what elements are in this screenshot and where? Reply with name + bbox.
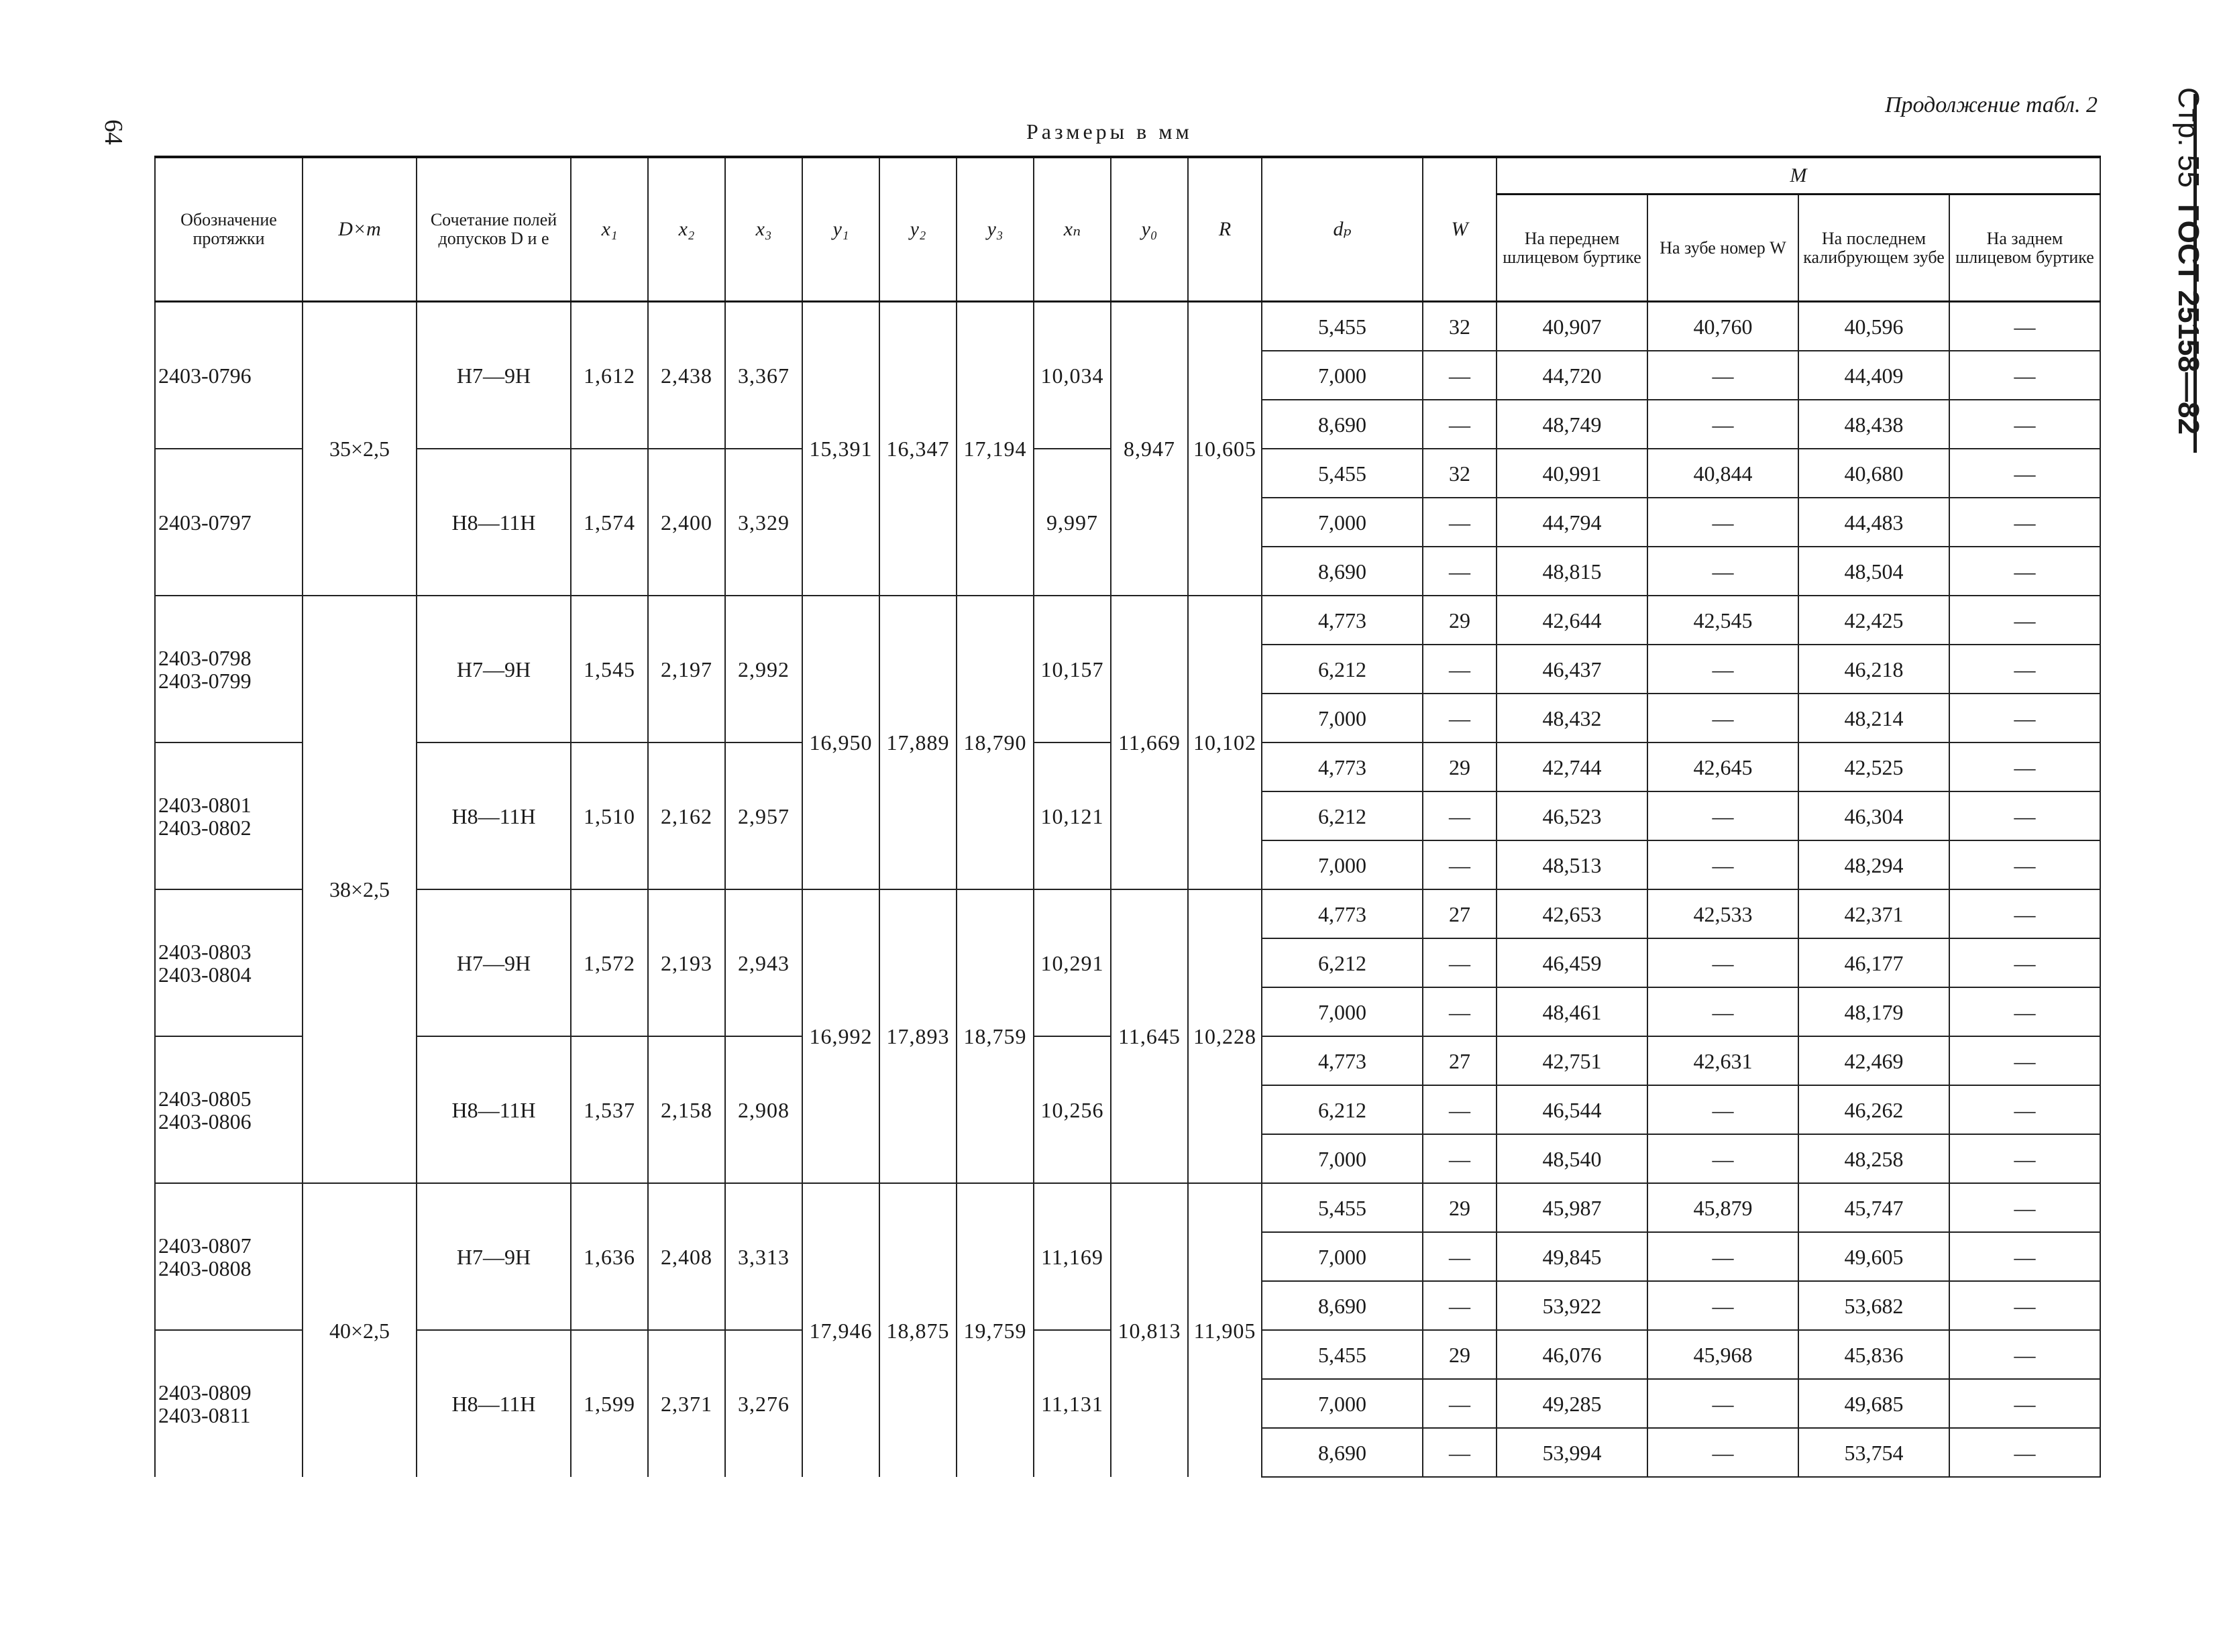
- header-tolerance: Сочетание полей допусков D и e: [417, 157, 571, 302]
- dp-cell: 8,690: [1262, 1428, 1423, 1477]
- y0-cell: 10,813: [1111, 1183, 1188, 1477]
- m-rear-cell: —: [1949, 694, 2100, 742]
- m-last-cell: 40,596: [1798, 302, 1949, 351]
- m-rear-cell: —: [1949, 1281, 2100, 1330]
- m-tooth-cell: —: [1647, 351, 1798, 400]
- w-cell: —: [1423, 840, 1497, 889]
- x3-cell: 3,276: [725, 1330, 802, 1477]
- y2-cell: 17,889: [879, 596, 957, 889]
- m-rear-cell: —: [1949, 791, 2100, 840]
- broach-code: 2403-0796: [158, 363, 252, 388]
- x3-cell: 3,329: [725, 449, 802, 596]
- designation-cell: [155, 889, 303, 1036]
- dxm-cell: 40×2,5: [303, 1183, 417, 1477]
- units-caption: Размеры в мм: [1026, 119, 1193, 144]
- tolerance-cell: H8—11H: [417, 742, 571, 889]
- page-number: 64: [99, 119, 127, 145]
- y0-cell: 11,669: [1111, 596, 1188, 889]
- m-tooth-cell: —: [1647, 1232, 1798, 1281]
- m-last-cell: 48,504: [1798, 547, 1949, 596]
- m-tooth-cell: 42,645: [1647, 742, 1798, 791]
- r-cell: 11,905: [1188, 1183, 1262, 1477]
- m-rear-cell: —: [1949, 938, 2100, 987]
- w-cell: 27: [1423, 889, 1497, 938]
- m-rear-cell: —: [1949, 645, 2100, 694]
- x3-cell: 2,992: [725, 596, 802, 742]
- w-cell: —: [1423, 400, 1497, 449]
- y1-cell: 15,391: [802, 302, 879, 596]
- m-front-cell: 46,437: [1497, 645, 1647, 694]
- y1-cell: 16,950: [802, 596, 879, 889]
- dp-cell: 5,455: [1262, 302, 1423, 351]
- m-front-cell: 48,815: [1497, 547, 1647, 596]
- xn-cell: 10,034: [1034, 302, 1111, 449]
- designation-cell: [155, 596, 303, 742]
- w-cell: —: [1423, 1428, 1497, 1477]
- x1-cell: 1,599: [571, 1330, 648, 1477]
- tolerance-cell: H7—9H: [417, 1183, 571, 1330]
- header-m-last: На последнем калибрующем зубе: [1798, 195, 1949, 302]
- m-tooth-cell: 42,533: [1647, 889, 1798, 938]
- y0-cell: 11,645: [1111, 889, 1188, 1183]
- dp-cell: 8,690: [1262, 547, 1423, 596]
- m-tooth-cell: 40,760: [1647, 302, 1798, 351]
- m-front-cell: 48,513: [1497, 840, 1647, 889]
- header-r: R: [1188, 157, 1262, 302]
- dp-cell: 6,212: [1262, 645, 1423, 694]
- m-last-cell: 48,258: [1798, 1134, 1949, 1183]
- m-rear-cell: —: [1949, 742, 2100, 791]
- m-rear-cell: —: [1949, 1134, 2100, 1183]
- m-tooth-cell: 40,844: [1647, 449, 1798, 498]
- m-last-cell: 48,294: [1798, 840, 1949, 889]
- r-cell: 10,102: [1188, 596, 1262, 889]
- dp-cell: 5,455: [1262, 1183, 1423, 1232]
- dp-cell: 4,773: [1262, 742, 1423, 791]
- tolerance-cell: H7—9H: [417, 302, 571, 449]
- header-y1: y₁: [802, 157, 879, 302]
- x2-cell: 2,193: [648, 889, 725, 1036]
- m-tooth-cell: —: [1647, 938, 1798, 987]
- broach-code: 2403-0809: [158, 1380, 252, 1405]
- w-cell: —: [1423, 791, 1497, 840]
- m-front-cell: 48,461: [1497, 987, 1647, 1036]
- w-cell: —: [1423, 351, 1497, 400]
- m-rear-cell: —: [1949, 1428, 2100, 1477]
- header-x3: x₃: [725, 157, 802, 302]
- m-last-cell: 46,218: [1798, 645, 1949, 694]
- xn-cell: 9,997: [1034, 449, 1111, 596]
- m-last-cell: 53,682: [1798, 1281, 1949, 1330]
- y1-cell: 17,946: [802, 1183, 879, 1477]
- broach-dimensions-table: [154, 156, 2101, 1478]
- side-title-page: Стр. 55: [2172, 87, 2205, 188]
- header-y0: y₀: [1111, 157, 1188, 302]
- w-cell: —: [1423, 987, 1497, 1036]
- x3-cell: 3,313: [725, 1183, 802, 1330]
- designation-cell: [155, 742, 303, 889]
- header-y3: y₃: [957, 157, 1034, 302]
- dp-cell: 4,773: [1262, 596, 1423, 645]
- m-tooth-cell: —: [1647, 547, 1798, 596]
- broach-code: 2403-0808: [158, 1256, 252, 1280]
- m-tooth-cell: 45,879: [1647, 1183, 1798, 1232]
- m-front-cell: 46,459: [1497, 938, 1647, 987]
- x2-cell: 2,197: [648, 596, 725, 742]
- header-m-group: M: [1497, 157, 2100, 195]
- w-cell: 32: [1423, 449, 1497, 498]
- designation-cell: [155, 302, 303, 449]
- x1-cell: 1,545: [571, 596, 648, 742]
- w-cell: —: [1423, 1379, 1497, 1428]
- m-front-cell: 48,432: [1497, 694, 1647, 742]
- x2-cell: 2,400: [648, 449, 725, 596]
- m-rear-cell: —: [1949, 302, 2100, 351]
- m-rear-cell: —: [1949, 889, 2100, 938]
- m-last-cell: 48,179: [1798, 987, 1949, 1036]
- m-front-cell: 42,644: [1497, 596, 1647, 645]
- x2-cell: 2,438: [648, 302, 725, 449]
- m-rear-cell: —: [1949, 840, 2100, 889]
- broach-code: 2403-0806: [158, 1109, 252, 1134]
- dp-cell: 6,212: [1262, 938, 1423, 987]
- m-last-cell: 53,754: [1798, 1428, 1949, 1477]
- y2-cell: 18,875: [879, 1183, 957, 1477]
- header-m-rear: На заднем шлицевом буртике: [1949, 195, 2100, 302]
- designation-cell: [155, 1330, 303, 1477]
- m-last-cell: 49,605: [1798, 1232, 1949, 1281]
- m-last-cell: 42,525: [1798, 742, 1949, 791]
- m-tooth-cell: —: [1647, 645, 1798, 694]
- header-m-front: На переднем шлицевом буртике: [1497, 195, 1647, 302]
- dp-cell: 7,000: [1262, 694, 1423, 742]
- m-tooth-cell: 45,968: [1647, 1330, 1798, 1379]
- m-front-cell: 48,540: [1497, 1134, 1647, 1183]
- xn-cell: 10,121: [1034, 742, 1111, 889]
- dp-cell: 5,455: [1262, 1330, 1423, 1379]
- table-row: [155, 1183, 2100, 1232]
- m-tooth-cell: —: [1647, 1281, 1798, 1330]
- table-row: [155, 302, 2100, 351]
- designation-cell: [155, 1183, 303, 1330]
- table-row: [155, 596, 2100, 645]
- dxm-cell: 35×2,5: [303, 302, 417, 596]
- m-last-cell: 46,177: [1798, 938, 1949, 987]
- broach-code: 2403-0811: [158, 1403, 251, 1427]
- m-tooth-cell: —: [1647, 791, 1798, 840]
- x3-cell: 3,367: [725, 302, 802, 449]
- broach-code: 2403-0797: [158, 510, 252, 535]
- broach-code: 2403-0798: [158, 645, 252, 670]
- dp-cell: 6,212: [1262, 791, 1423, 840]
- header-x1: x₁: [571, 157, 648, 302]
- x1-cell: 1,537: [571, 1036, 648, 1183]
- m-last-cell: 40,680: [1798, 449, 1949, 498]
- tolerance-cell: H8—11H: [417, 449, 571, 596]
- broach-code: 2403-0799: [158, 668, 252, 693]
- m-last-cell: 42,425: [1798, 596, 1949, 645]
- m-tooth-cell: 42,631: [1647, 1036, 1798, 1085]
- m-front-cell: 46,076: [1497, 1330, 1647, 1379]
- dp-cell: 7,000: [1262, 351, 1423, 400]
- dp-cell: 8,690: [1262, 400, 1423, 449]
- m-front-cell: 40,991: [1497, 449, 1647, 498]
- m-rear-cell: —: [1949, 596, 2100, 645]
- w-cell: —: [1423, 547, 1497, 596]
- x1-cell: 1,572: [571, 889, 648, 1036]
- dp-cell: 7,000: [1262, 1379, 1423, 1428]
- m-last-cell: 44,409: [1798, 351, 1949, 400]
- m-tooth-cell: —: [1647, 1428, 1798, 1477]
- broach-code: 2403-0804: [158, 962, 252, 987]
- xn-cell: 11,131: [1034, 1330, 1111, 1477]
- tolerance-cell: H8—11H: [417, 1330, 571, 1477]
- m-tooth-cell: —: [1647, 1379, 1798, 1428]
- dp-cell: 4,773: [1262, 889, 1423, 938]
- m-rear-cell: —: [1949, 547, 2100, 596]
- m-front-cell: 46,523: [1497, 791, 1647, 840]
- broach-code: 2403-0802: [158, 815, 252, 840]
- x3-cell: 2,943: [725, 889, 802, 1036]
- y0-cell: 8,947: [1111, 302, 1188, 596]
- m-rear-cell: —: [1949, 1232, 2100, 1281]
- m-front-cell: 53,994: [1497, 1428, 1647, 1477]
- dp-cell: 4,773: [1262, 1036, 1423, 1085]
- y3-cell: 17,194: [957, 302, 1034, 596]
- y2-cell: 16,347: [879, 302, 957, 596]
- m-rear-cell: —: [1949, 1330, 2100, 1379]
- m-last-cell: 44,483: [1798, 498, 1949, 547]
- w-cell: 27: [1423, 1036, 1497, 1085]
- standard-side-title: [2168, 87, 2208, 449]
- m-front-cell: 42,751: [1497, 1036, 1647, 1085]
- x2-cell: 2,162: [648, 742, 725, 889]
- m-rear-cell: —: [1949, 1379, 2100, 1428]
- broach-code: 2403-0801: [158, 792, 252, 817]
- header-y2: y₂: [879, 157, 957, 302]
- x3-cell: 2,908: [725, 1036, 802, 1183]
- x2-cell: 2,371: [648, 1330, 725, 1477]
- xn-cell: 10,291: [1034, 889, 1111, 1036]
- designation-cell: [155, 1036, 303, 1183]
- m-rear-cell: —: [1949, 449, 2100, 498]
- m-tooth-cell: 42,545: [1647, 596, 1798, 645]
- dp-cell: 7,000: [1262, 987, 1423, 1036]
- w-cell: 29: [1423, 1330, 1497, 1379]
- m-front-cell: 49,285: [1497, 1379, 1647, 1428]
- m-tooth-cell: —: [1647, 498, 1798, 547]
- m-front-cell: 44,720: [1497, 351, 1647, 400]
- m-front-cell: 42,653: [1497, 889, 1647, 938]
- m-last-cell: 48,214: [1798, 694, 1949, 742]
- dp-cell: 7,000: [1262, 1134, 1423, 1183]
- m-last-cell: 45,836: [1798, 1330, 1949, 1379]
- m-rear-cell: —: [1949, 1183, 2100, 1232]
- w-cell: —: [1423, 1281, 1497, 1330]
- m-rear-cell: —: [1949, 1085, 2100, 1134]
- m-rear-cell: —: [1949, 498, 2100, 547]
- header-w: W: [1423, 157, 1497, 302]
- dp-cell: 5,455: [1262, 449, 1423, 498]
- w-cell: —: [1423, 938, 1497, 987]
- x1-cell: 1,510: [571, 742, 648, 889]
- m-tooth-cell: —: [1647, 1134, 1798, 1183]
- broach-code: 2403-0807: [158, 1233, 252, 1258]
- broach-code: 2403-0805: [158, 1086, 252, 1111]
- dp-cell: 8,690: [1262, 1281, 1423, 1330]
- m-last-cell: 46,262: [1798, 1085, 1949, 1134]
- m-rear-cell: —: [1949, 987, 2100, 1036]
- xn-cell: 11,169: [1034, 1183, 1111, 1330]
- r-cell: 10,228: [1188, 889, 1262, 1183]
- m-front-cell: 48,749: [1497, 400, 1647, 449]
- table-row: [155, 889, 2100, 938]
- w-cell: —: [1423, 645, 1497, 694]
- x1-cell: 1,574: [571, 449, 648, 596]
- m-front-cell: 42,744: [1497, 742, 1647, 791]
- m-front-cell: 53,922: [1497, 1281, 1647, 1330]
- m-last-cell: 45,747: [1798, 1183, 1949, 1232]
- m-rear-cell: —: [1949, 1036, 2100, 1085]
- table-body: [155, 302, 2100, 1478]
- m-tooth-cell: —: [1647, 987, 1798, 1036]
- y3-cell: 18,759: [957, 889, 1034, 1183]
- m-front-cell: 45,987: [1497, 1183, 1647, 1232]
- x3-cell: 2,957: [725, 742, 802, 889]
- w-cell: —: [1423, 1085, 1497, 1134]
- w-cell: 32: [1423, 302, 1497, 351]
- tolerance-cell: H8—11H: [417, 1036, 571, 1183]
- x2-cell: 2,158: [648, 1036, 725, 1183]
- xn-cell: 10,157: [1034, 596, 1111, 742]
- dp-cell: 6,212: [1262, 1085, 1423, 1134]
- r-cell: 10,605: [1188, 302, 1262, 596]
- y3-cell: 19,759: [957, 1183, 1034, 1477]
- m-last-cell: 42,371: [1798, 889, 1949, 938]
- xn-cell: 10,256: [1034, 1036, 1111, 1183]
- header-designation: Обозначение протяжки: [155, 157, 303, 302]
- m-tooth-cell: —: [1647, 694, 1798, 742]
- w-cell: —: [1423, 694, 1497, 742]
- designation-cell: [155, 449, 303, 596]
- w-cell: —: [1423, 1232, 1497, 1281]
- m-front-cell: 44,794: [1497, 498, 1647, 547]
- w-cell: —: [1423, 498, 1497, 547]
- dp-cell: 7,000: [1262, 498, 1423, 547]
- broach-code: 2403-0803: [158, 939, 252, 964]
- y3-cell: 18,790: [957, 596, 1034, 889]
- side-title-gost: ГОСТ 25158—82: [2172, 204, 2205, 435]
- x1-cell: 1,612: [571, 302, 648, 449]
- w-cell: 29: [1423, 742, 1497, 791]
- m-front-cell: 46,544: [1497, 1085, 1647, 1134]
- w-cell: 29: [1423, 596, 1497, 645]
- dp-cell: 7,000: [1262, 840, 1423, 889]
- header-m-tooth: На зубе номер W: [1647, 195, 1798, 302]
- y2-cell: 17,893: [879, 889, 957, 1183]
- m-last-cell: 42,469: [1798, 1036, 1949, 1085]
- w-cell: —: [1423, 1134, 1497, 1183]
- x2-cell: 2,408: [648, 1183, 725, 1330]
- m-rear-cell: —: [1949, 400, 2100, 449]
- m-front-cell: 49,845: [1497, 1232, 1647, 1281]
- y1-cell: 16,992: [802, 889, 879, 1183]
- tolerance-cell: H7—9H: [417, 596, 571, 742]
- m-front-cell: 40,907: [1497, 302, 1647, 351]
- header-xn: xₙ: [1034, 157, 1111, 302]
- dp-cell: 7,000: [1262, 1232, 1423, 1281]
- m-tooth-cell: —: [1647, 1085, 1798, 1134]
- header-dxm: D×m: [303, 157, 417, 302]
- x1-cell: 1,636: [571, 1183, 648, 1330]
- header-x2: x₂: [648, 157, 725, 302]
- header-dp: dₚ: [1262, 157, 1423, 302]
- w-cell: 29: [1423, 1183, 1497, 1232]
- table-continuation-caption: Продолжение табл. 2: [1884, 93, 2098, 117]
- m-last-cell: 46,304: [1798, 791, 1949, 840]
- m-last-cell: 49,685: [1798, 1379, 1949, 1428]
- tolerance-cell: H7—9H: [417, 889, 571, 1036]
- m-last-cell: 48,438: [1798, 400, 1949, 449]
- m-tooth-cell: —: [1647, 840, 1798, 889]
- m-tooth-cell: —: [1647, 400, 1798, 449]
- m-rear-cell: —: [1949, 351, 2100, 400]
- dxm-cell: 38×2,5: [303, 596, 417, 1183]
